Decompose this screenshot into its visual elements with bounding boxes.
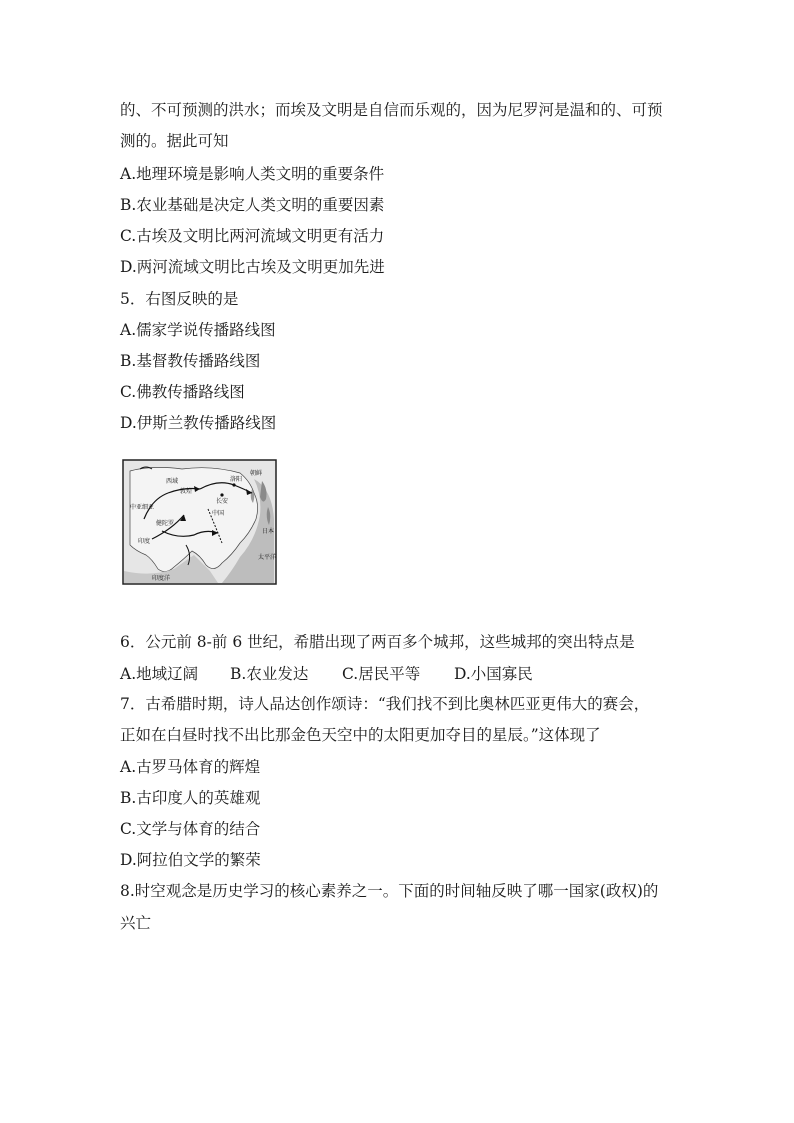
q6-option-b: B.农业发达 [230, 665, 309, 683]
map-label-dunhuang: 敦煌 [180, 488, 193, 495]
q5-option-b: B.基督教传播路线图 [120, 352, 261, 370]
spread-route-map [122, 459, 277, 585]
q5-stem: 5．右图反映的是 [120, 290, 239, 308]
q7-option-a: A.古罗马体育的辉煌 [120, 758, 261, 776]
map-label-pacific: 太平洋 [258, 554, 277, 561]
q4-option-a: A.地理环境是影响人类文明的重要条件 [120, 165, 385, 183]
q7-stem-line1: 7．古希腊时期，诗人品达创作颂诗：“我们找不到比奥林匹亚更伟大的赛会， [120, 695, 650, 713]
q5-option-c: C.佛教传播路线图 [120, 383, 245, 401]
q6-option-d: D.小国寡民 [454, 665, 533, 683]
q4-option-c: C.古埃及文明比两河流域文明更有活力 [120, 227, 385, 245]
q5-option-d: D.伊斯兰教传播路线图 [120, 414, 277, 432]
q4-stem-line1: 的、不可预测的洪水；而埃及文明是自信而乐观的，因为尼罗河是温和的、可预 [120, 101, 663, 119]
q4-option-b: B.农业基础是决定人类文明的重要因素 [120, 196, 385, 214]
q7-stem-line2: 正如在白昼时找不出比那金色天空中的太阳更加夺目的星辰。”这体现了 [120, 726, 601, 744]
map-label-changan: 长安 [216, 498, 229, 505]
map-label-india-ocean: 印度洋 [152, 575, 171, 582]
map-label-japan: 日本 [262, 528, 275, 535]
q6-stem: 6．公元前 8-前 6 世纪，希腊出现了两百多个城邦，这些城邦的突出特点是 [120, 633, 635, 651]
map-label-central-asia: 中亚细亚 [130, 504, 155, 511]
q6-option-a: A.地域辽阔 [120, 665, 199, 683]
q8-stem-line1: 8.时空观念是历史学习的核心素养之一。下面的时间轴反映了哪一国家(政权)的 [120, 882, 659, 900]
q7-option-b: B.古印度人的英雄观 [120, 789, 261, 807]
q7-option-c: C.文学与体育的结合 [120, 820, 261, 838]
q4-option-d: D.两河流域文明比古埃及文明更加先进 [120, 258, 385, 276]
q7-option-d: D.阿拉伯文学的繁荣 [120, 851, 261, 869]
map-label-western-regions: 西域 [166, 478, 179, 485]
map-label-india: 印度 [138, 538, 151, 545]
q4-stem-line2: 测的。据此可知 [120, 132, 229, 150]
q6-option-c: C.居民平等 [342, 665, 421, 683]
map-label-korea: 朝鲜 [250, 470, 263, 477]
q8-stem-line2: 兴亡 [120, 914, 152, 932]
map-label-luoyang: 洛阳 [230, 476, 243, 483]
map-label-china: 中国 [212, 510, 225, 517]
q5-option-a: A.儒家学说传播路线图 [120, 321, 276, 339]
map-label-gandhara: 健陀罗 [156, 520, 175, 527]
